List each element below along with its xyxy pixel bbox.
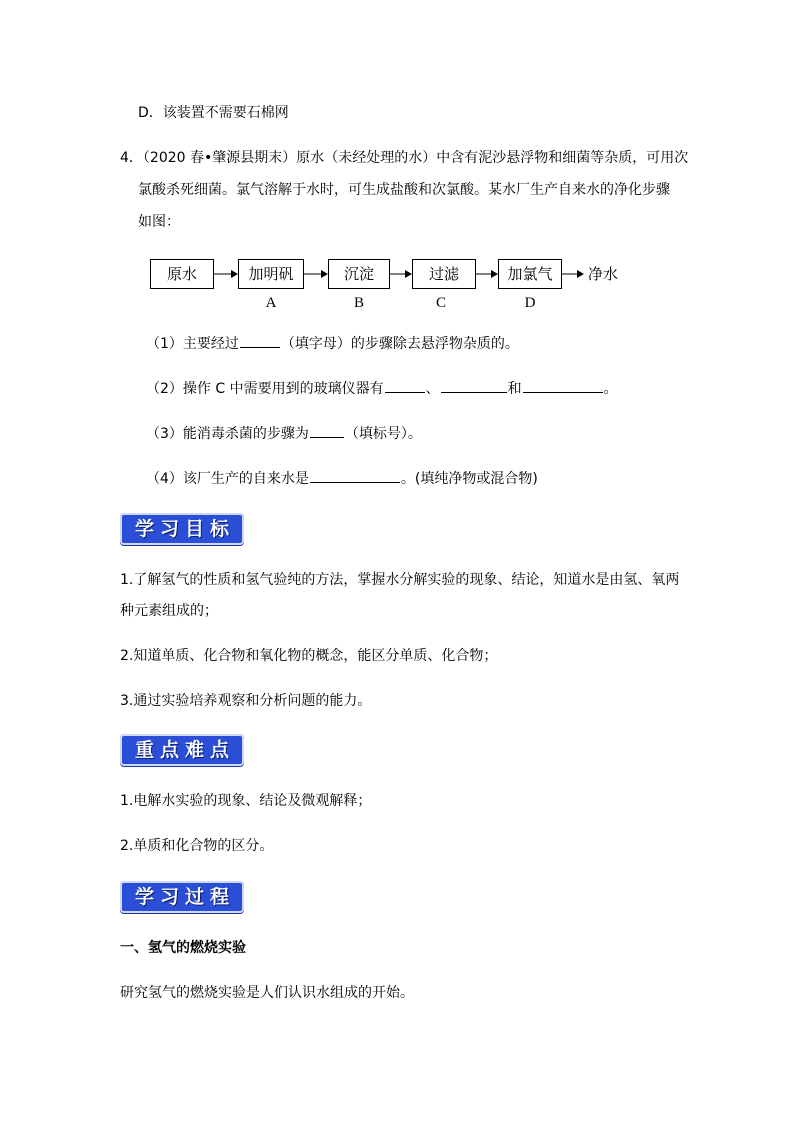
arrow-right-icon: [304, 259, 328, 289]
flow-step-box-b: [328, 259, 390, 289]
process-heading: 一、氢气的燃烧实验: [120, 940, 246, 956]
section-badge-goals-label: 学习目标: [134, 518, 235, 540]
q3-option-d: D．该装置不需要石棉网: [138, 105, 289, 121]
q4-sub4-suffix: 。(填纯净物或混合物): [400, 471, 538, 487]
purification-flow-diagram: [150, 259, 630, 319]
goal-item-1-line2: 种元素组成的；: [120, 603, 218, 619]
flow-step-label-c: C: [435, 295, 446, 311]
q4-sub3-suffix: （填标号）。: [344, 426, 422, 442]
flow-step-label-d: D: [524, 295, 536, 311]
arrow-right-icon: [214, 259, 238, 289]
flow-end-label: 净水: [588, 265, 619, 283]
flow-step-box-c: [412, 259, 476, 289]
flow-step-text-d: 加氯气: [507, 265, 553, 283]
flow-step-text-b: 沉淀: [343, 265, 374, 283]
flow-step-text-a: 加明矾: [248, 265, 294, 283]
answer-blank[interactable]: [441, 378, 507, 393]
answer-blank[interactable]: [240, 333, 280, 348]
goal-item-3: 3.通过实验培养观察和分析问题的能力。: [120, 693, 372, 709]
q4-stem-line2: 氯酸杀死细菌。氯气溶解于水时，可生成盐酸和次氯酸。某水厂生产自来水的净化步骤: [138, 182, 670, 198]
key-point-item-1: 1.电解水实验的现象、结论及微观解释；: [120, 793, 372, 809]
q4-sub1: [146, 333, 519, 354]
q4-sub3: [146, 423, 422, 444]
answer-blank[interactable]: [310, 423, 344, 438]
q4-stem-line1: 4．（2020 春•肇源县期末）原水（未经处理的水）中含有泥沙悬浮物和细菌等杂质，可用次: [120, 150, 689, 166]
q4-sub2-sep1: 、: [425, 381, 440, 397]
goal-item-1-line1: 1.了解氢气的性质和氢气验纯的方法，掌握水分解实验的现象、结论，知道水是由氢、氧两: [120, 572, 680, 588]
flow-start-box: [150, 259, 214, 289]
section-badge-process: [120, 881, 244, 913]
q4-sub1-suffix: （填字母）的步骤除去悬浮物杂质的。: [280, 336, 519, 352]
arrow-right-icon: [390, 259, 412, 289]
answer-blank[interactable]: [310, 468, 400, 483]
flow-step-box-a: [238, 259, 304, 289]
answer-blank[interactable]: [385, 378, 425, 393]
arrow-right-icon: [562, 259, 584, 289]
flow-step-label-a: A: [265, 295, 277, 311]
q4-sub4-prefix: （4）该厂生产的自来水是: [146, 471, 309, 487]
flow-step-box-d: [498, 259, 562, 289]
q4-stem-line3: 如图：: [138, 214, 180, 230]
flow-step-text-c: 过滤: [428, 265, 459, 283]
q4-sub2-prefix: （2）操作 C 中需要用到的玻璃仪器有: [146, 381, 384, 397]
q4-sub2-sep2: 和: [507, 381, 522, 397]
arrow-right-icon: [476, 259, 498, 289]
answer-blank[interactable]: [523, 378, 603, 393]
process-intro: 研究氢气的燃烧实验是人们认识水组成的开始。: [120, 985, 414, 1001]
section-badge-key-points: [120, 734, 244, 766]
flow-start-label: 原水: [166, 265, 197, 283]
q4-sub3-prefix: （3）能消毒杀菌的步骤为: [146, 426, 309, 442]
section-badge-key-points-label: 重点难点: [134, 739, 235, 761]
q4-sub2-end: 。: [603, 381, 618, 397]
q4-sub4: [146, 468, 538, 489]
section-badge-goals: [120, 513, 244, 545]
key-point-item-2: 2.单质和化合物的区分。: [120, 838, 274, 854]
q4-sub2: [146, 378, 618, 399]
flow-step-label-b: B: [353, 295, 364, 311]
q4-sub1-prefix: （1）主要经过: [146, 336, 239, 352]
section-badge-process-label: 学习过程: [134, 886, 235, 908]
goal-item-2: 2.知道单质、化合物和氧化物的概念，能区分单质、化合物；: [120, 648, 498, 664]
